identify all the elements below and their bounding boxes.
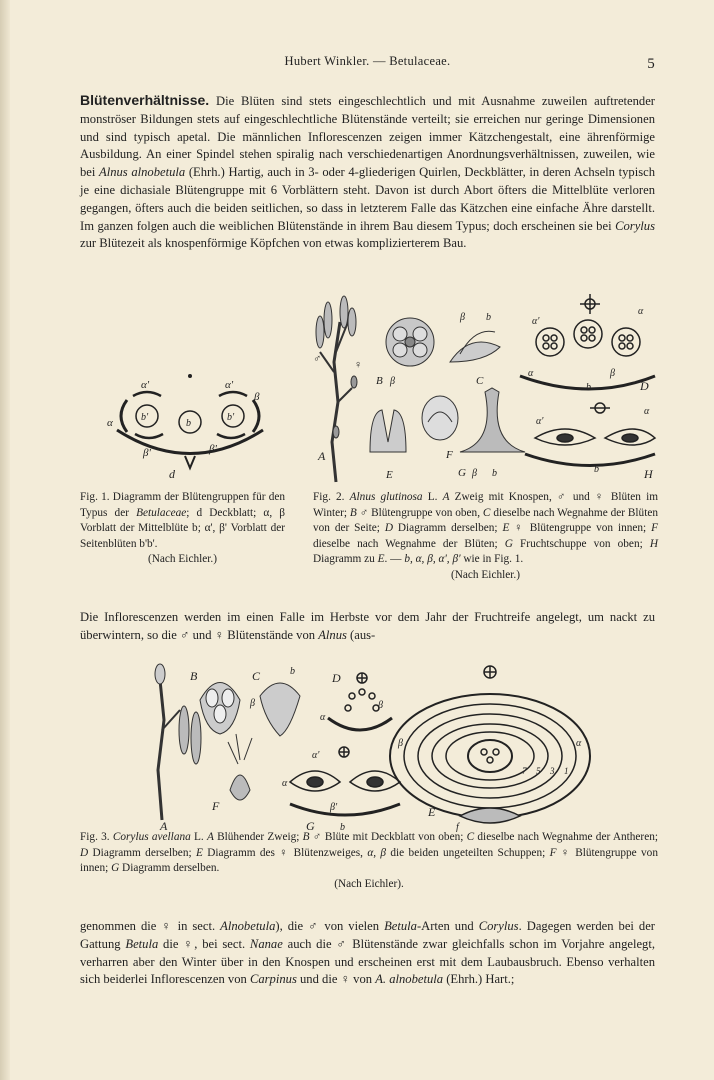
figure-2-credit: (Nach Eichler.) (450, 568, 520, 581)
fig2-label-C-beta: β (460, 312, 465, 323)
paragraph-bluetenverhaeltnisse: Blütenverhältnisse. Die Blüten sind stets eingeschlechtlich und mit Ausnahme zuweilen auftretender monströser Bildungen stets auf eingeschlechtliche Blütenstände verteilt; sie erreichen nur geringe Dimensionen und sind typisch apetal. Die männlichen Inflorescenzen zeigen immer Kätzchengestalt, eine ährenförmige Ausbildung. An einer Spindel stehen spiralig nach verschiedenartigen Anordnungsverhältnissen, zuweilen, wie bei Alnus alnobetula (Ehrh.) Hartig, auch in 3- oder 4-gliederigen Quirlen, Deckblätter, in deren Achseln typisch je eine dichasiale Blütengruppe mit 6 Vorblättern steht. Davon ist durch Abort öfters die Mittelblüte verloren gegangen, öfters auch die beiden seitlichen, so dass in letzterem Falle das Kätzchen eine einfache Ähre darstellt. Im ganzen folgen auch die weiblichen Blütenstände in ihrem Bau diesem Typus; doch erscheinen sie bei Corylus zur Blütezeit als knospenförmige Köpfchen von etwas komplizierterem Bau. (80, 92, 655, 251)
fig3-diagram-E (390, 666, 590, 823)
fig2-label-G: G (458, 467, 466, 479)
fig3-label-G-alpha-prime: α' (312, 750, 320, 761)
figure-2-alnus (310, 292, 662, 484)
fig1-label-b-left: b' (141, 412, 149, 423)
figure-3-svg (140, 660, 610, 832)
fig3-label-E-1: 1 (564, 766, 569, 776)
fig2-label-B-beta: β (390, 376, 395, 387)
figure-1-diagram (105, 372, 275, 482)
fig3-part-C (260, 683, 300, 736)
fig2-diagram-H (525, 403, 655, 466)
fig2-label-D-alpha: α (638, 306, 644, 317)
fig2-label-H-alpha: α (644, 406, 650, 417)
fig2-label-H: H (644, 467, 653, 481)
fig3-part-F (228, 734, 252, 800)
fig3-label-B: B (190, 669, 198, 683)
fig3-label-E-beta: β (398, 738, 403, 749)
fig2-part-F (422, 396, 458, 440)
fig3-label-E-5: 5 (536, 766, 541, 776)
fig1-label-beta-prime: β' (143, 447, 151, 459)
figure-2-caption: Fig. 2. Alnus glutinosa L. A Zweig mit Knospen, ♂ und ♀ Blüten im Winter; B ♂ Blütengruppe von oben, C dieselbe nach Wegnahme der Blüten von der Seite; D Diagramm derselben; E ♀ Blütengruppe von innen; F dieselbe nach Wegnahme der Blüten; G Fruchtschuppe von oben; H Diagramm zu E. — b, α, β, α', β' wie in Fig. 1. (Nach Eichler.) (313, 490, 658, 584)
fig3-label-E-alpha: α (576, 738, 582, 749)
fig3-label-G-beta-prime: β' (330, 802, 338, 813)
fig3-label-D: D (332, 671, 341, 685)
fig2-part-G (460, 388, 525, 452)
paragraph-inflorescenzen: Die Inflorescenzen werden im einen Falle im Herbste vor dem Jahr der Fruchtreife angelegt, um nackt zu überwintern, so die ♂ und ♀ Blütenstände von Alnus (aus- (80, 610, 655, 642)
fig3-label-G-b: b (340, 822, 345, 832)
fig3-label-D-beta: β (378, 700, 383, 711)
running-header (80, 54, 655, 74)
fig3-part-B (200, 683, 240, 735)
fig2-label-D-beta: β (610, 368, 615, 379)
fig2-female-symbol: ♀ (354, 359, 363, 371)
fig3-label-C-beta: β (250, 698, 255, 709)
fig1-label-d: d (169, 467, 175, 481)
fig3-label-C-b: b (290, 666, 295, 677)
fig2-label-D-alpha-prime: α' (532, 316, 540, 327)
figure-1-caption: Fig. 1. Diagramm der Blütengruppen für den Typus der Betulaceae; d Deckblatt; α, β Vorblatt der Mittelblüte b; α', β' Vorblatt der Seitenblüten b'b'. (Nach Eichler.) (80, 490, 285, 568)
fig1-label-beta: β (254, 391, 260, 403)
fig2-label-G-beta: β (472, 468, 477, 479)
fig1-label-b-right: b' (227, 412, 235, 423)
fig3-label-E-7: 7 (522, 766, 527, 776)
fig2-label-C-b: b (486, 312, 491, 323)
fig1-label-alpha: α (107, 417, 113, 429)
fig2-male-symbol: ♂ (313, 353, 322, 365)
fig2-part-E (370, 410, 406, 452)
fig2-label-C: C (476, 375, 484, 387)
running-title: Hubert Winkler. — Betulaceae. (284, 54, 451, 68)
fig3-label-G: G (306, 819, 315, 832)
fig3-label-E-3: 3 (550, 766, 555, 776)
fig3-diagram-G (290, 747, 400, 815)
fig3-label-D-alpha: α (320, 712, 326, 723)
figure-3-corylus (140, 660, 610, 832)
figure-1-credit: (Nach Eichler.) (147, 553, 217, 566)
fig2-label-F: F (446, 449, 453, 461)
fig2-label-H-alpha-prime: α' (536, 416, 544, 427)
figure-2-svg (310, 292, 662, 484)
fig3-label-E: E (428, 805, 436, 819)
figure-1-svg (105, 372, 275, 482)
fig2-diagram-D (520, 294, 655, 389)
fig2-label-A: A (318, 449, 326, 463)
paragraph-genommen: genommen die ♀ in sect. Alnobetula), die ♂ von vielen Betula-Arten und Corylus. Dagegen werden bei der Gattung Betula die ♀, bei sect. Nanae auch die ♂ Blütenstände zwar gleichfalls schon im Vorjahre angelegt, verharren aber den Winter über in den Knospen und erscheinen erst mit dem Laubausbruch. Ebenso verhalten sich beiderlei Inflorescenzen von Carpinus und die ♀ von A. alnobetula (Ehrh.) Hart.; (80, 919, 655, 987)
fig2-part-C (450, 331, 500, 362)
fig3-label-G-alpha: α (282, 778, 288, 789)
fig2-label-D: D (640, 379, 649, 393)
fig1-label-alpha-prime-2: α' (225, 379, 234, 391)
page-edge (0, 0, 10, 1080)
fig2-label-G-b: b (492, 468, 497, 479)
figure-3-caption: Fig. 3. Corylus avellana L. A Blühender Zweig; B ♂ Blüte mit Deckblatt von oben; C dieselbe nach Wegnahme der Antheren; D Diagramm derselben; E Diagramm des ♀ Blütenzweiges, α, β die beiden ungeteilten Schuppen; F ♀ Blütengruppe von innen; G Diagramm derselben. (Nach Eichler). (80, 830, 658, 892)
fig3-branch-A (155, 664, 201, 820)
fig3-label-F: F (212, 799, 220, 813)
fig3-label-E-f: f (456, 822, 459, 832)
fig1-label-beta-prime-2: β' (209, 443, 217, 455)
page-number: 5 (647, 56, 655, 72)
fig2-label-H-b: b (594, 464, 599, 475)
fig1-label-alpha-prime: α' (141, 379, 150, 391)
fig2-label-D-alpha-2: α (528, 368, 534, 379)
fig2-label-E: E (386, 469, 393, 481)
figure-3-credit: (Nach Eichler). (334, 877, 404, 890)
section-heading: Blütenverhältnisse. (80, 92, 210, 108)
fig2-label-B: B (376, 375, 383, 387)
fig2-part-B (386, 318, 434, 366)
fig1-label-b-center: b (186, 418, 191, 429)
fig3-label-A: A (160, 819, 168, 832)
fig2-label-D-b: b (586, 382, 591, 393)
fig3-label-C: C (252, 669, 261, 683)
